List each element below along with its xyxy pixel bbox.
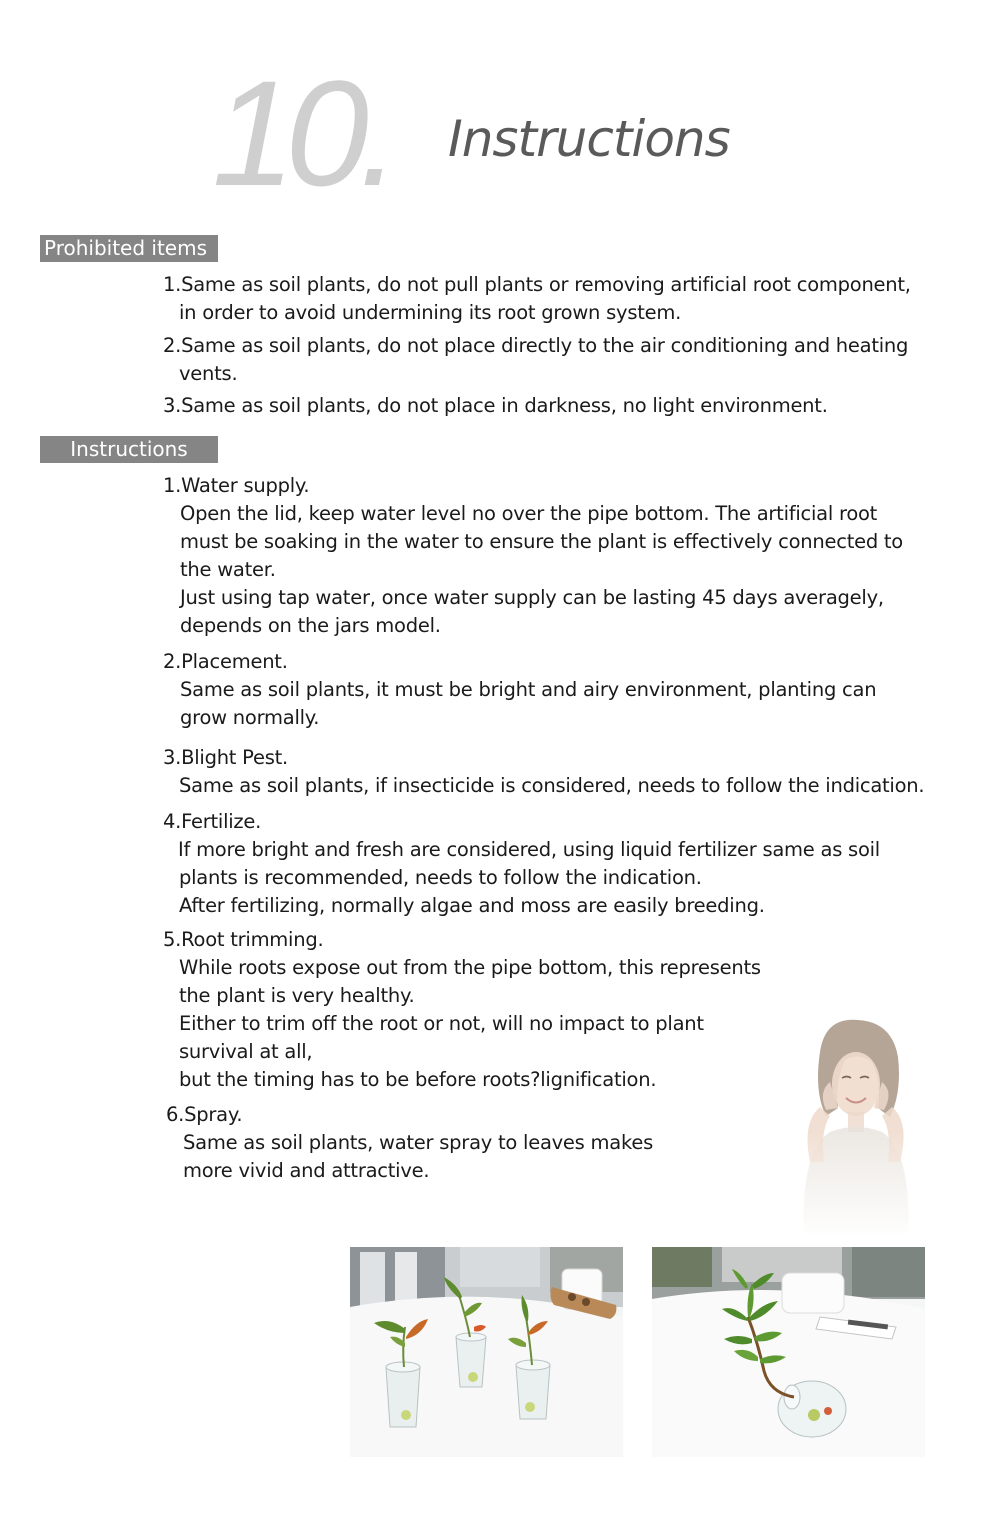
instruction-1-line-1: Open the lid, keep water level no over the pipe bottom. The artificial root — [180, 502, 878, 525]
prohibited-item-1-line-1: 1.Same as soil plants, do not pull plants or removing artificial root component, — [163, 273, 911, 296]
plant-glasses-photo — [350, 1247, 623, 1457]
instruction-4-line-3: After fertilizing, normally algae and moss are easily breeding. — [179, 894, 765, 917]
instruction-5-heading: 5.Root trimming. — [163, 928, 324, 951]
woman-illustration — [790, 1012, 920, 1238]
plant-jar-photo — [652, 1247, 925, 1457]
instruction-2-heading: 2.Placement. — [163, 650, 288, 673]
instruction-2-line-2: grow normally. — [180, 706, 320, 729]
instruction-5-line-5: but the timing has to be before roots?lignification. — [179, 1068, 657, 1091]
instruction-4-line-2: plants is recommended, needs to follow the indication. — [179, 866, 702, 889]
prohibited-items-label: Prohibited items — [40, 235, 218, 262]
section-title: Instructions — [448, 110, 730, 168]
prohibited-item-2-line-2: vents. — [179, 362, 238, 385]
instruction-6-heading: 6.Spray. — [166, 1103, 243, 1126]
instruction-4-line-1: If more bright and fresh are considered, using liquid fertilizer same as soil — [178, 838, 880, 861]
instruction-3-line-1: Same as soil plants, if insecticide is considered, needs to follow the indication. — [179, 774, 925, 797]
prohibited-item-2-line-1: 2.Same as soil plants, do not place directly to the air conditioning and heating — [163, 334, 909, 357]
instruction-6-line-2: more vivid and attractive. — [183, 1159, 430, 1182]
instruction-1-line-5: depends on the jars model. — [180, 614, 441, 637]
instruction-1-heading: 1.Water supply. — [163, 474, 310, 497]
instruction-5-line-4: survival at all, — [179, 1040, 313, 1063]
instruction-3-heading: 3.Blight Pest. — [163, 746, 288, 769]
instruction-5-line-3: Either to trim off the root or not, will no impact to plant — [179, 1012, 704, 1035]
instruction-6-line-1: Same as soil plants, water spray to leaves makes — [183, 1131, 653, 1154]
instruction-1-line-4: Just using tap water, once water supply can be lasting 45 days averagely, — [180, 586, 884, 609]
instruction-5-line-1: While roots expose out from the pipe bottom, this represents — [179, 956, 761, 979]
instruction-5-line-2: the plant is very healthy. — [179, 984, 415, 1007]
instruction-1-line-2: must be soaking in the water to ensure the plant is effectively connected to — [180, 530, 903, 553]
instruction-4-heading: 4.Fertilize. — [163, 810, 262, 833]
instruction-1-line-3: the water. — [180, 558, 276, 581]
instructions-label: Instructions — [40, 436, 218, 463]
section-number: 10. — [212, 49, 391, 217]
prohibited-item-1-line-2: in order to avoid undermining its root grown system. — [179, 301, 682, 324]
instruction-2-line-1: Same as soil plants, it must be bright and airy environment, planting can — [180, 678, 877, 701]
prohibited-item-3-line-1: 3.Same as soil plants, do not place in darkness, no light environment. — [163, 394, 828, 417]
